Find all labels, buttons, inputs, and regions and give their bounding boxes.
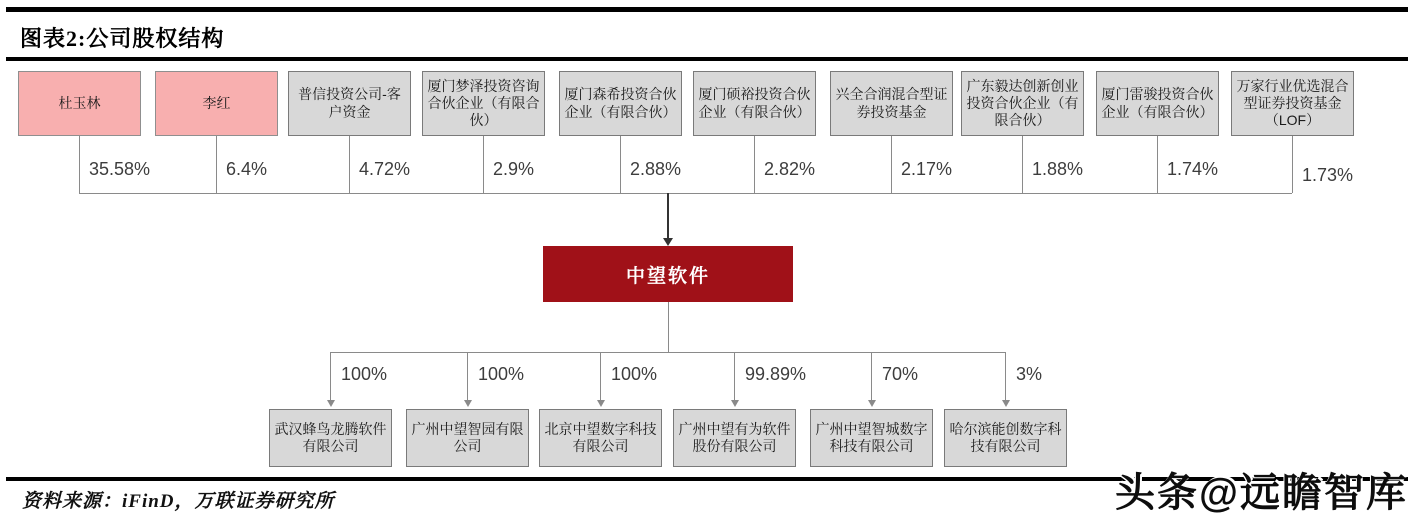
connector-line xyxy=(1022,136,1023,193)
figure-title: 图表2:公司股权结构 xyxy=(20,26,225,51)
ownership-pct: 3% xyxy=(1016,364,1043,384)
shareholder-box: 万家行业优选混合型证券投资基金（LOF） xyxy=(1231,71,1354,136)
ownership-pct: 2.82% xyxy=(764,159,816,179)
connector-line xyxy=(483,136,484,193)
down-arrow-icon xyxy=(868,400,876,407)
connector-line xyxy=(754,136,755,193)
connector-line xyxy=(600,352,601,400)
ownership-pct: 99.89% xyxy=(745,364,807,384)
down-arrow-icon xyxy=(731,400,739,407)
shareholder-box: 广东毅达创新创业投资合伙企业（有限合伙） xyxy=(961,71,1084,136)
parent-company-box: 中望软件 xyxy=(543,246,793,302)
ownership-pct: 4.72% xyxy=(359,159,411,179)
connector-line xyxy=(734,352,735,400)
connector-line xyxy=(668,302,669,352)
subsidiary-box: 广州中望有为软件股份有限公司 xyxy=(673,409,796,467)
ownership-pct: 2.88% xyxy=(630,159,682,179)
subsidiary-box: 武汉蜂鸟龙腾软件有限公司 xyxy=(269,409,392,467)
ownership-pct: 100% xyxy=(478,364,525,384)
connector-line xyxy=(620,136,621,193)
connector-bus-line xyxy=(330,352,1006,353)
subsidiary-box: 广州中望智园有限公司 xyxy=(406,409,529,467)
shareholder-box: 厦门森希投资合伙企业（有限合伙） xyxy=(559,71,682,136)
connector-line xyxy=(330,352,331,400)
connector-line xyxy=(1157,136,1158,193)
ownership-pct: 2.9% xyxy=(493,159,535,179)
down-arrow-icon xyxy=(663,238,673,246)
connector-line xyxy=(871,352,872,400)
watermark: 头条@远瞻智库 xyxy=(1114,471,1408,515)
shareholder-box: 厦门梦泽投资咨询合伙企业（有限合伙） xyxy=(422,71,545,136)
top-rule xyxy=(6,7,1408,12)
ownership-pct: 35.58% xyxy=(89,159,151,179)
ownership-pct: 100% xyxy=(611,364,658,384)
shareholder-box: 李红 xyxy=(155,71,278,136)
ownership-pct: 1.74% xyxy=(1167,159,1219,179)
shareholder-box: 兴全合润混合型证券投资基金 xyxy=(830,71,953,136)
shareholder-box: 厦门雷骏投资合伙企业（有限合伙） xyxy=(1096,71,1219,136)
ownership-pct: 1.88% xyxy=(1032,159,1084,179)
connector-line xyxy=(349,136,350,193)
down-arrow-icon xyxy=(464,400,472,407)
subsidiary-box: 广州中望智城数字科技有限公司 xyxy=(810,409,933,467)
subsidiary-box: 哈尔滨能创数字科技有限公司 xyxy=(944,409,1067,467)
ownership-pct: 1.73% xyxy=(1302,165,1354,185)
down-arrow-icon xyxy=(597,400,605,407)
connector-line xyxy=(79,136,80,193)
shareholder-box: 杜玉林 xyxy=(18,71,141,136)
ownership-pct: 70% xyxy=(882,364,919,384)
title-underline-rule xyxy=(6,57,1408,61)
connector-line xyxy=(1292,136,1293,193)
ownership-pct: 100% xyxy=(341,364,388,384)
ownership-pct: 2.17% xyxy=(901,159,953,179)
shareholder-box: 厦门硕裕投资合伙企业（有限合伙） xyxy=(693,71,816,136)
subsidiary-box: 北京中望数字科技有限公司 xyxy=(539,409,662,467)
ownership-pct: 6.4% xyxy=(226,159,268,179)
connector-line xyxy=(216,136,217,193)
source-note: 资料来源：iFinD，万联证券研究所 xyxy=(22,491,335,512)
shareholder-box: 普信投资公司-客户资金 xyxy=(288,71,411,136)
connector-line xyxy=(891,136,892,193)
down-arrow-icon xyxy=(1002,400,1010,407)
connector-line xyxy=(467,352,468,400)
down-arrow-icon xyxy=(327,400,335,407)
connector-line xyxy=(1005,352,1006,400)
connector-bus-line xyxy=(79,193,1292,194)
connector-line xyxy=(667,193,669,239)
